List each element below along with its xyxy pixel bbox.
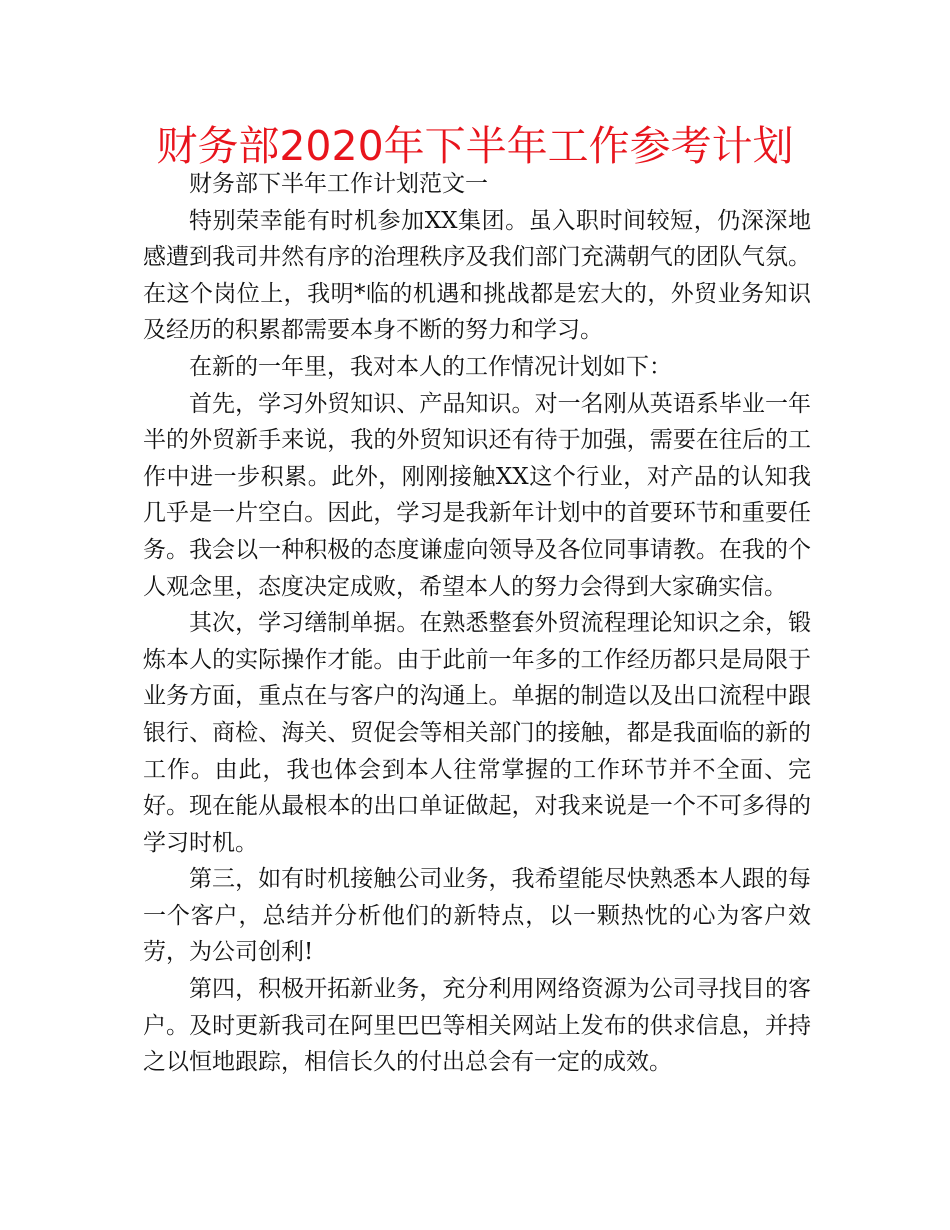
paragraph-first: 首先，学习外贸知识、产品知识。对一名刚从英语系毕业一年半的外贸新手来说，我的外贸知识还有待于加强，需要在往后的工作中进一步积累。此外，刚刚接触XX这个行业，对产品的认知我几乎是一片空白。因此，学习是我新年计划中的首要环节和重要任务。我会以一种积极的态度谦虚向领导及各位同事请教。在我的个人观念里，态度决定成败，希望本人的努力会得到大家确实信。 [143, 390, 811, 600]
paragraph-third: 第三，如有时机接触公司业务，我希望能尽快熟悉本人跟的每一个客户，总结并分析他们的新特点，以一颗热忱的心为客户效劳，为公司创利! [143, 866, 811, 966]
document-subtitle: 财务部下半年工作计划范文一 [189, 171, 488, 197]
paragraph-intro: 特别荣幸能有时机参加XX集团。虽入职时间较短，仍深深地感遭到我司井然有序的治理秩序及我们部门充满朝气的团队气氛。在这个岗位上，我明*临的机遇和挑战都是宏大的，外贸业务知识及经历的积累都需要本身不断的努力和学习。 [143, 207, 811, 344]
document-title: 财务部2020年下半年工作参考计划 [156, 122, 794, 170]
paragraph-fourth: 第四，积极开拓新业务，充分利用网络资源为公司寻找目的客户。及时更新我司在阿里巴巴等相关网站上发布的供求信息，并持之以恒地跟踪，相信长久的付出总会有一定的成效。 [143, 976, 811, 1076]
paragraph-second: 其次，学习缮制单据。在熟悉整套外贸流程理论知识之余，锻炼本人的实际操作才能。由于此前一年多的工作经历都只是局限于业务方面，重点在与客户的沟通上。单据的制造以及出口流程中跟银行、商检、海关、贸促会等相关部门的接触，都是我面临的新的工作。由此，我也体会到本人往常掌握的工作环节并不全面、完好。现在能从最根本的出口单证做起，对我来说是一个不可多得的学习时机。 [143, 610, 811, 856]
document-body [143, 166, 811, 1081]
paragraph-plan-lead: 在新的一年里，我对本人的工作情况计划如下： [189, 353, 672, 380]
